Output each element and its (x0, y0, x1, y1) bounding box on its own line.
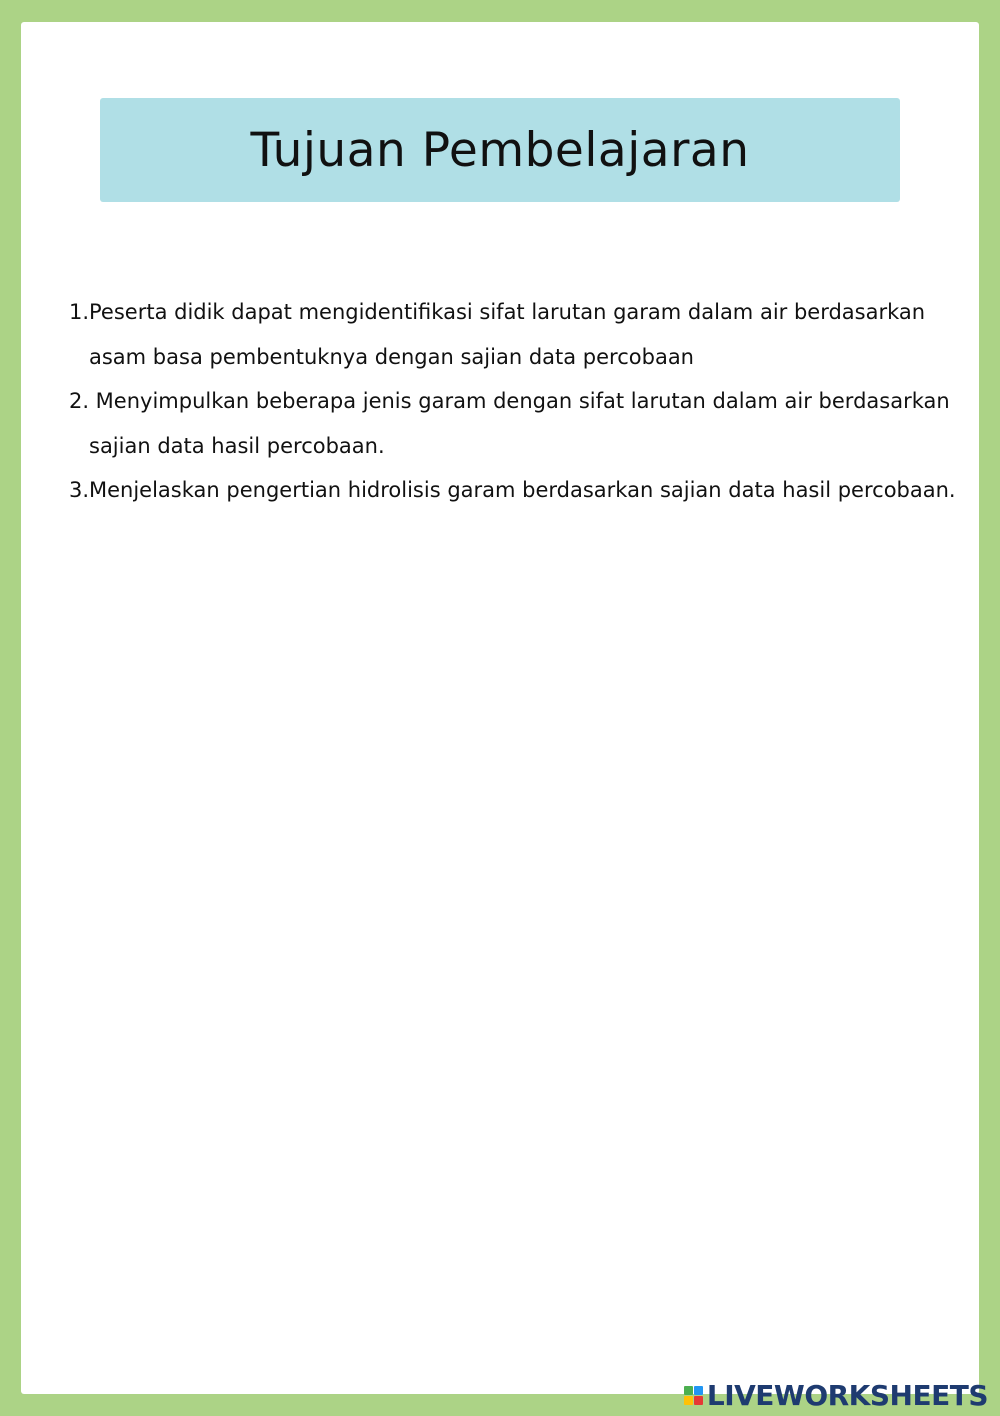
logo-blocks-icon (684, 1386, 703, 1405)
title-banner (100, 98, 900, 202)
list-item (59, 468, 959, 513)
list-item-text: Peserta didik dapat mengidentifikasi sifat larutan garam dalam air berdasarkan asam basa pembentuknya dengan sajian data percobaan (89, 300, 926, 369)
list-item-text: Menyimpulkan beberapa jenis garam dengan sifat larutan dalam air berdasarkan sajian data hasil percobaan. (89, 389, 950, 458)
page-title: Tujuan Pembelajaran (250, 122, 750, 178)
list-item-text: Menjelaskan pengertian hidrolisis garam berdasarkan sajian data hasil percobaan. (89, 478, 956, 502)
liveworksheets-logo[interactable] (684, 1380, 988, 1410)
learning-goals-list (59, 290, 959, 513)
logo-block (684, 1386, 693, 1395)
logo-block (694, 1396, 703, 1405)
list-item (59, 290, 959, 379)
list-item-number: 1. (68, 300, 89, 324)
worksheet-page (21, 22, 979, 1394)
list-item (59, 379, 959, 468)
list-item-number: 2. (68, 389, 89, 413)
logo-block (684, 1396, 693, 1405)
brand-name: LIVEWORKSHEETS (706, 1378, 988, 1412)
logo-block (694, 1386, 703, 1395)
list-item-number: 3. (68, 478, 89, 502)
